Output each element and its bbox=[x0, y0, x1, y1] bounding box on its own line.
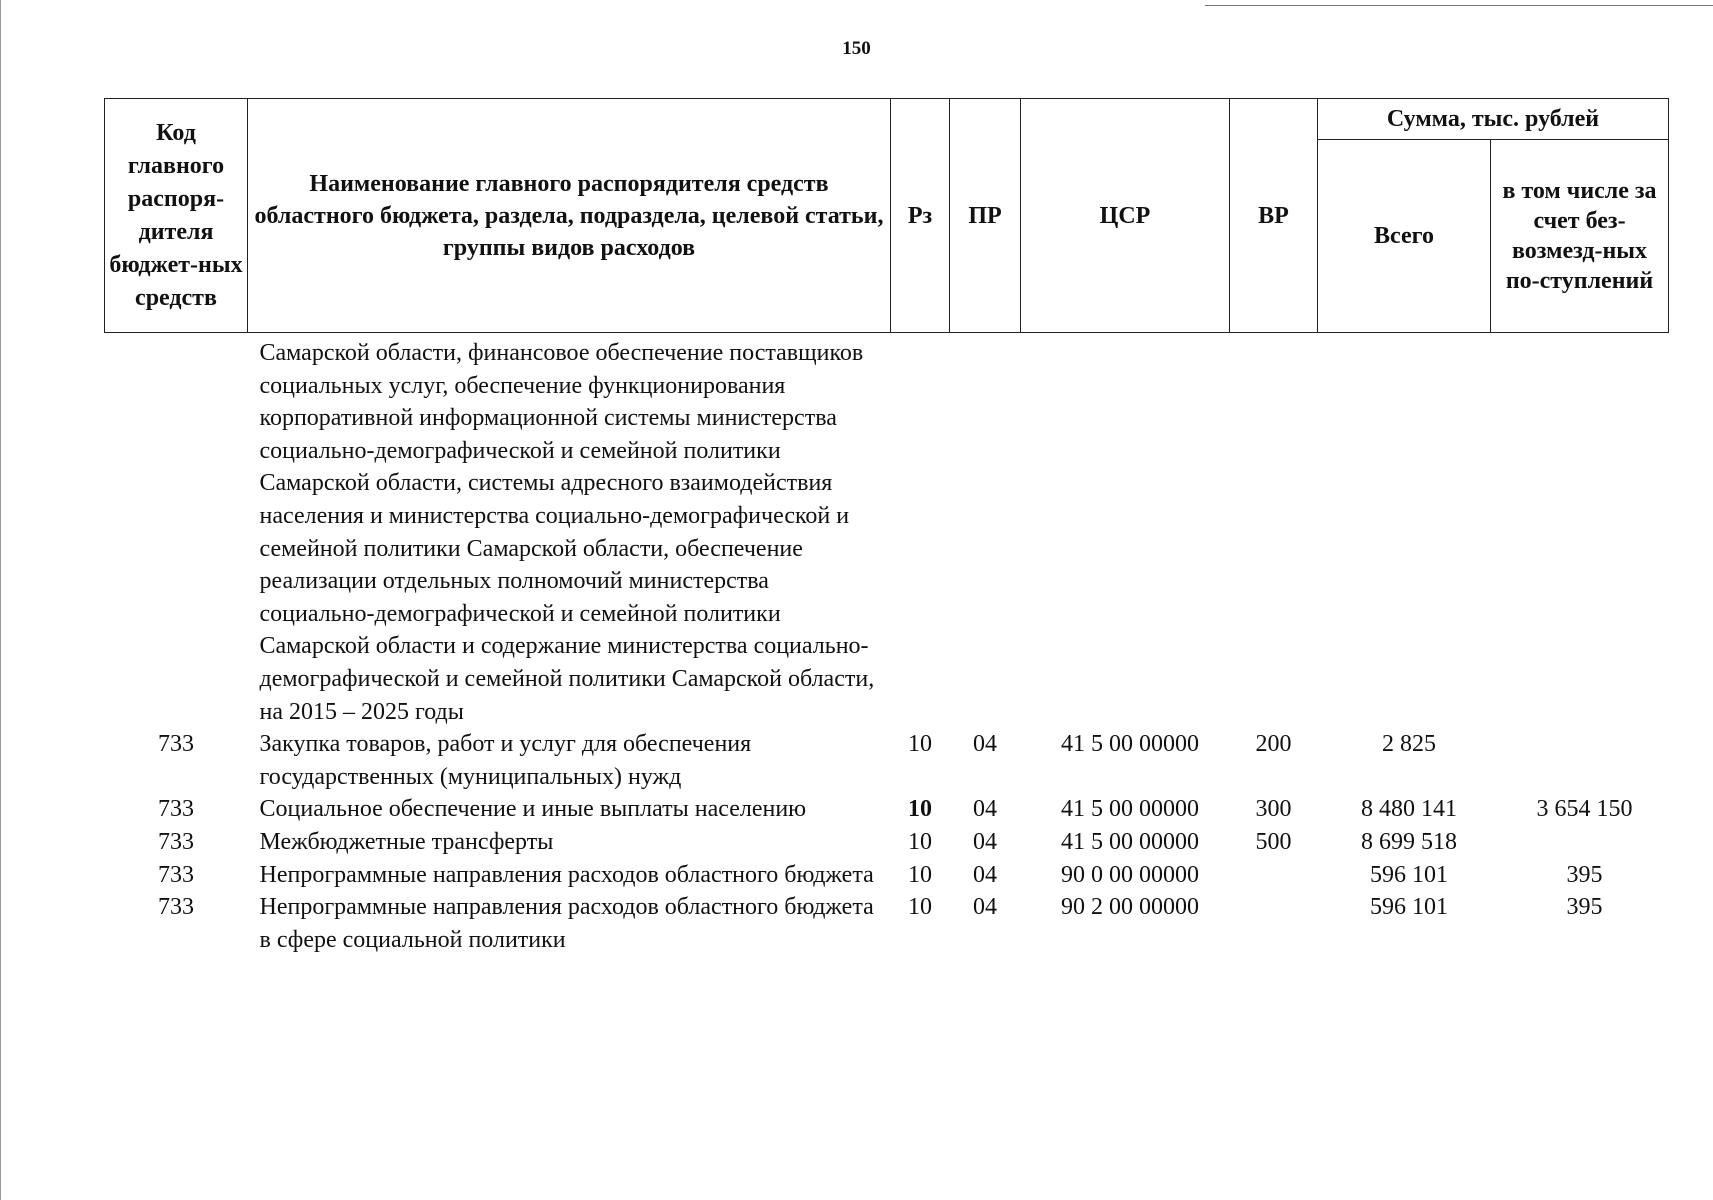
cell-total: 596 101 bbox=[1370, 861, 1448, 888]
header-pr: ПР bbox=[950, 99, 1021, 333]
table-row bbox=[105, 826, 1669, 859]
cell-pr bbox=[950, 333, 1021, 729]
page-top-edge bbox=[1205, 5, 1713, 6]
cell-code: 733 bbox=[158, 894, 194, 921]
header-free: в том числе за счет без-возмезд-ных по-ступлений bbox=[1491, 140, 1669, 333]
cell-name: Межбюджетные трансферты bbox=[259, 828, 554, 855]
cell-free bbox=[1491, 826, 1669, 859]
cell-code: 733 bbox=[158, 796, 194, 823]
header-vr: ВР bbox=[1230, 99, 1318, 333]
cell-total: 8 480 141 bbox=[1361, 796, 1457, 823]
cell-free: 395 bbox=[1566, 894, 1603, 921]
cell-name-continuation: Самарской области, финансовое обеспечение поставщиков социальных услуг, обеспечение функционирования корпоративной информационной системы министерства социально-демографической и семейной политики Самарской области, системы адресного взаимодействия населения и министерства социально-демографической и семейной политики Самарской области, обеспечение реализации отдельных полномочий министерства социально-демографической и семейной политики Самарской области и содержание министерства социально-демографической и семейной политики Самарской области, на 2015 – 2025 годы bbox=[259, 340, 875, 725]
cell-vr bbox=[1230, 859, 1318, 892]
cell-csr bbox=[1021, 333, 1230, 729]
cell-rz: 10 bbox=[908, 828, 932, 855]
cell-name: Социальное обеспечение и иные выплаты населению bbox=[259, 796, 807, 823]
cell-csr: 41 5 00 00000 bbox=[1061, 796, 1199, 823]
cell-csr: 41 5 00 00000 bbox=[1061, 731, 1199, 758]
table-row bbox=[105, 793, 1669, 826]
cell-csr: 41 5 00 00000 bbox=[1061, 828, 1199, 855]
cell-vr bbox=[1230, 891, 1318, 956]
header-sum-group: Сумма, тыс. рублей bbox=[1318, 99, 1669, 140]
cell-name: Закупка товаров, работ и услуг для обеспечения государственных (муниципальных) нужд bbox=[259, 731, 752, 790]
table-row bbox=[105, 891, 1669, 956]
cell-pr: 04 bbox=[973, 861, 997, 888]
cell-code: 733 bbox=[158, 731, 194, 758]
page-number: 150 bbox=[842, 38, 871, 59]
cell-name: Непрограммные направления расходов областного бюджета в сфере социальной политики bbox=[259, 894, 874, 953]
cell-rz bbox=[891, 333, 950, 729]
cell-name: Непрограммные направления расходов областного бюджета bbox=[259, 861, 874, 888]
header-csr: ЦСР bbox=[1021, 99, 1230, 333]
cell-rz: 10 bbox=[908, 796, 932, 823]
table-header bbox=[105, 99, 1669, 333]
cell-vr: 500 bbox=[1255, 828, 1292, 855]
cell-free: 395 bbox=[1566, 861, 1603, 888]
cell-pr: 04 bbox=[973, 828, 997, 855]
cell-total bbox=[1318, 333, 1491, 729]
header-code: Код главного распоря-дителя бюджет-ных средств bbox=[105, 99, 248, 333]
header-rz: Рз bbox=[891, 99, 950, 333]
cell-pr: 04 bbox=[973, 796, 997, 823]
header-total: Всего bbox=[1318, 140, 1491, 333]
cell-total: 596 101 bbox=[1370, 894, 1448, 921]
cell-vr: 300 bbox=[1255, 796, 1292, 823]
cell-rz: 10 bbox=[908, 861, 932, 888]
cell-free bbox=[1491, 728, 1669, 793]
cell-csr: 90 0 00 00000 bbox=[1061, 861, 1199, 888]
cell-free bbox=[1491, 333, 1669, 729]
table-row bbox=[105, 728, 1669, 793]
cell-vr: 200 bbox=[1255, 731, 1292, 758]
cell-total: 8 699 518 bbox=[1361, 828, 1457, 855]
cell-rz: 10 bbox=[908, 731, 932, 758]
table-row-continuation bbox=[105, 333, 1669, 729]
cell-pr: 04 bbox=[973, 894, 997, 921]
cell-pr: 04 bbox=[973, 731, 997, 758]
budget-table bbox=[104, 98, 1669, 956]
cell-vr bbox=[1230, 333, 1318, 729]
cell-csr: 90 2 00 00000 bbox=[1061, 894, 1199, 921]
table-row bbox=[105, 859, 1669, 892]
cell-code: 733 bbox=[158, 828, 194, 855]
header-name: Наименование главного распорядителя средств областного бюджета, раздела, подраздела, целевой статьи, группы видов расходов bbox=[248, 99, 891, 333]
cell-code: 733 bbox=[158, 861, 194, 888]
cell-total: 2 825 bbox=[1382, 731, 1436, 758]
cell-code bbox=[105, 333, 248, 729]
page-left-edge bbox=[0, 0, 1, 1200]
table-body bbox=[105, 333, 1669, 957]
cell-rz: 10 bbox=[908, 894, 932, 921]
cell-free: 3 654 150 bbox=[1536, 796, 1633, 823]
